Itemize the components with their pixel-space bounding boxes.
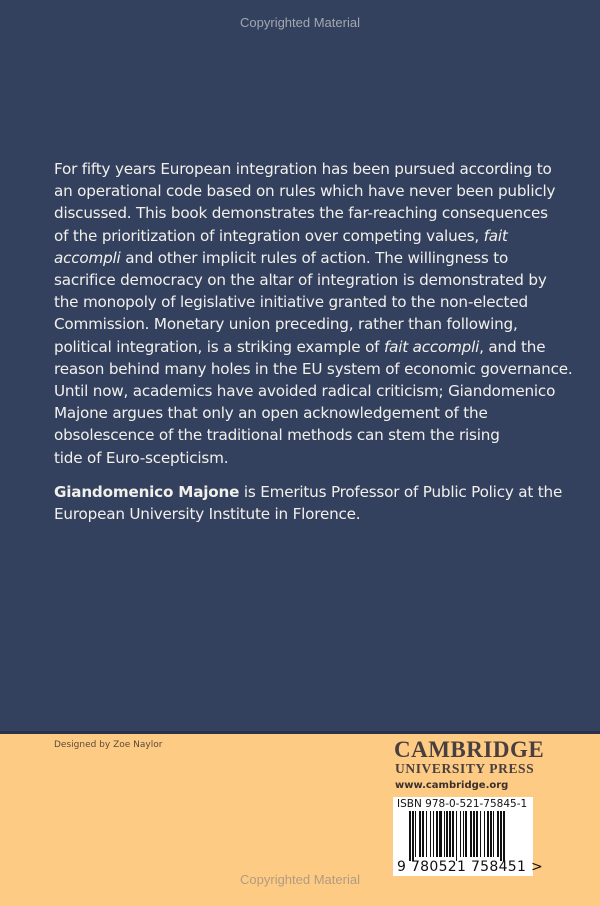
- barcode-bar: [412, 811, 414, 861]
- watermark-bottom: Copyrighted Material: [240, 872, 360, 887]
- blurb-line: [54, 336, 574, 358]
- designer-credit: Designed by Zoe Naylor: [54, 740, 163, 750]
- barcode-bar: [430, 811, 431, 857]
- barcode-bar: [473, 811, 475, 857]
- ean-digits: 9 780521 758451 >: [397, 859, 543, 875]
- barcode-bar: [415, 811, 416, 857]
- watermark-top: Copyrighted Material: [240, 15, 360, 30]
- isbn-label: ISBN 978-0-521-75845-1: [397, 798, 528, 810]
- blurb-line: [54, 202, 574, 224]
- publisher-subtitle: UNIVERSITY PRESS: [395, 761, 535, 776]
- text-segment: , and the: [479, 337, 546, 356]
- text-segment: Until now, academics have avoided radical criticism; Giandomenico: [54, 382, 556, 401]
- text-segment: Majone argues that only an open acknowledgement of the: [54, 404, 488, 423]
- barcode-bar: [419, 811, 421, 857]
- barcode-bar: [480, 811, 481, 857]
- blurb-line: [54, 313, 574, 335]
- barcode-bar: [463, 811, 464, 857]
- barcode-bar: [465, 811, 467, 857]
- barcode-bar: [446, 811, 448, 857]
- text-segment: and other implicit rules of action. The willingness to: [120, 248, 509, 267]
- barcode-bar: [449, 811, 451, 857]
- barcode-bars: [409, 811, 521, 861]
- barcode-bar: [500, 811, 502, 861]
- blurb-line: [54, 225, 574, 247]
- italic-phrase: fait: [483, 226, 508, 245]
- author-bio: [54, 481, 574, 525]
- barcode-bar: [484, 811, 485, 857]
- text-segment: reason behind many holes in the EU system of economic governance.: [54, 359, 573, 378]
- barcode-bar: [497, 811, 499, 857]
- barcode-bar: [460, 811, 461, 857]
- italic-phrase: accompli: [54, 248, 121, 267]
- barcode-bar: [476, 811, 478, 857]
- publisher-url: www.cambridge.org: [395, 780, 509, 791]
- blurb-line: [54, 358, 574, 380]
- blurb-text: [54, 158, 574, 469]
- blurb-line: [54, 402, 574, 424]
- text-segment: political integration, is a striking example of: [54, 337, 384, 356]
- text-segment: For fifty years European integration has been pursued according to: [54, 160, 552, 178]
- barcode-bar: [436, 811, 438, 857]
- blurb-line: [54, 447, 574, 469]
- barcode-bar: [487, 811, 489, 857]
- barcode-bar: [493, 811, 494, 857]
- blurb-line: [54, 158, 574, 180]
- barcode-bar: [439, 811, 442, 857]
- barcode-bar: [490, 811, 492, 857]
- text-segment: an operational code based on rules which have never been publicly: [54, 182, 556, 201]
- blurb-line: [54, 424, 574, 446]
- barcode-bar: [444, 811, 445, 857]
- barcode-bar: [409, 811, 411, 861]
- barcode-box: [393, 797, 543, 876]
- barcode-bar: [503, 811, 505, 861]
- author-name: Giandomenico Majone: [54, 483, 240, 501]
- blurb-line: [54, 380, 574, 402]
- barcode-bar: [426, 811, 427, 857]
- blurb-line: [54, 180, 574, 202]
- text-segment: Commission. Monetary union preceding, rather than following,: [54, 315, 518, 334]
- text-segment: of the prioritization of integration over competing values,: [54, 226, 484, 245]
- blurb-line: [54, 291, 574, 313]
- text-segment: tide of Euro-scepticism.: [54, 448, 229, 467]
- blurb-line: [54, 269, 574, 291]
- barcode-bar: [470, 811, 472, 857]
- text-segment: obsolescence of the traditional methods can stem the rising: [54, 426, 500, 445]
- barcode-bar: [433, 811, 434, 857]
- publisher-name: CAMBRIDGE: [394, 737, 545, 762]
- text-segment: the monopoly of legislative initiative granted to the non-elected: [54, 293, 528, 312]
- blurb-line: [54, 247, 574, 269]
- barcode-bar: [456, 811, 457, 861]
- barcode-bar: [452, 811, 454, 857]
- text-segment: sacrifice democracy on the altar of integration is demonstrated by: [54, 271, 547, 290]
- author-bio-text: is Emeritus Professor of Public Policy at the European University Institute in Florence.: [54, 483, 563, 524]
- barcode-bar: [422, 811, 424, 857]
- text-segment: discussed. This book demonstrates the far-reaching consequences: [54, 204, 548, 223]
- italic-phrase: fait accompli: [383, 337, 480, 356]
